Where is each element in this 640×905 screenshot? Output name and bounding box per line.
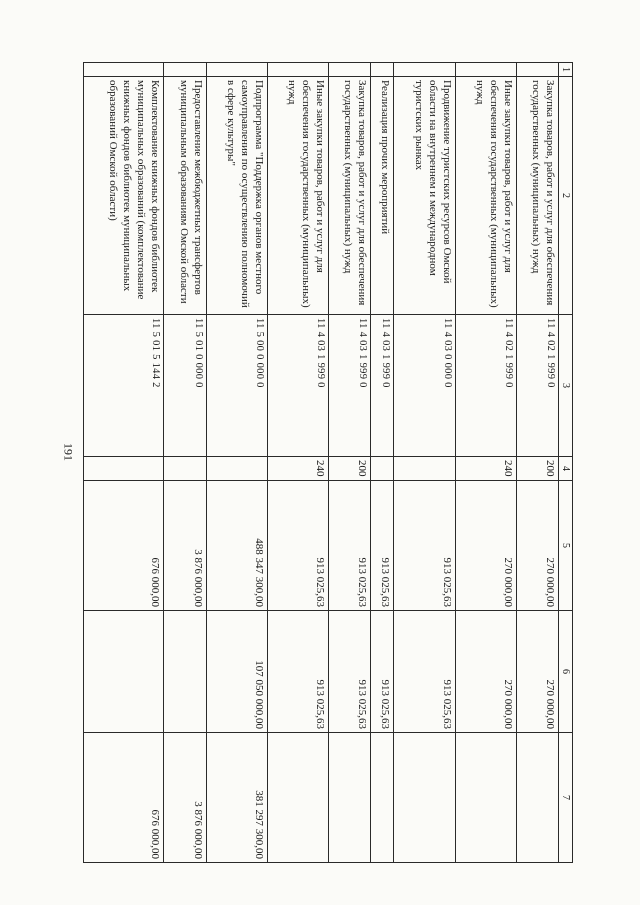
row-amount-col6: 913 025,63 (329, 611, 371, 733)
row-code: 11 4 02 1 999 0 (516, 315, 558, 457)
row-expense-type: 200 (516, 457, 558, 481)
row-code: 11 4 03 1 999 0 (371, 315, 394, 457)
row-code: 11 5 00 0 000 0 (206, 315, 267, 457)
table-row (394, 63, 455, 863)
page-number: 191 (61, 443, 76, 461)
table-header-row (559, 63, 573, 863)
row-expense-type: 240 (455, 457, 516, 481)
row-amount-col7 (516, 733, 558, 863)
row-amount-col7 (455, 733, 516, 863)
row-amount-col6: 107 050 000,00 (206, 611, 267, 733)
row-amount-total: 913 025,63 (329, 481, 371, 611)
table-row (206, 63, 267, 863)
row-name: Иные закупки товаров, работ и услуг для обеспечения государственных (муниципальных) нужд (455, 77, 516, 315)
row-amount-total: 270 000,00 (455, 481, 516, 611)
column-number-5: 5 (559, 481, 573, 611)
row-amount-col6 (164, 611, 206, 733)
row-amount-total: 913 025,63 (371, 481, 394, 611)
column-number-4: 4 (559, 457, 573, 481)
row-name: Подпрограмма "Поддержка органов местного самоуправления по осуществлению полномочий в сфере культуры" (206, 77, 267, 315)
row-code: 11 4 03 1 999 0 (329, 315, 371, 457)
table-row (164, 63, 206, 863)
row-amount-col6: 913 025,63 (371, 611, 394, 733)
table-row (329, 63, 371, 863)
row-expense-type: 200 (329, 457, 371, 481)
row-amount-col7 (394, 733, 455, 863)
budget-table (83, 62, 573, 863)
row-index-cell (206, 63, 267, 77)
row-amount-col7: 676 000,00 (84, 733, 164, 863)
row-amount-col7 (267, 733, 328, 863)
row-expense-type (164, 457, 206, 481)
row-amount-total: 913 025,63 (267, 481, 328, 611)
row-code: 11 5 01 0 000 0 (164, 315, 206, 457)
column-number-3: 3 (559, 315, 573, 457)
row-amount-total: 3 876 000,00 (164, 481, 206, 611)
row-amount-total: 270 000,00 (516, 481, 558, 611)
row-name: Закупка товаров, работ и услуг для обеспечения государственных (муниципальных) нужд (329, 77, 371, 315)
table-row (267, 63, 328, 863)
row-expense-type (206, 457, 267, 481)
rotated-page-content (83, 62, 573, 862)
row-amount-col6: 913 025,63 (267, 611, 328, 733)
row-index-cell (371, 63, 394, 77)
column-number-1: 1 (559, 63, 573, 77)
row-index-cell (164, 63, 206, 77)
row-amount-col6 (84, 611, 164, 733)
row-index-cell (267, 63, 328, 77)
row-index-cell (516, 63, 558, 77)
table-row (516, 63, 558, 863)
row-amount-col6: 913 025,63 (394, 611, 455, 733)
row-index-cell (84, 63, 164, 77)
row-name: Иные закупки товаров, работ и услуг для обеспечения государственных (муниципальных) нужд (267, 77, 328, 315)
row-index-cell (455, 63, 516, 77)
row-amount-total: 676 000,00 (84, 481, 164, 611)
column-number-7: 7 (559, 733, 573, 863)
row-expense-type (394, 457, 455, 481)
row-amount-total: 488 347 300,00 (206, 481, 267, 611)
row-index-cell (394, 63, 455, 77)
row-amount-col6: 270 000,00 (455, 611, 516, 733)
row-code: 11 4 03 1 999 0 (267, 315, 328, 457)
row-amount-col7: 3 876 000,00 (164, 733, 206, 863)
row-name: Реализация прочих мероприятий (371, 77, 394, 315)
row-amount-col7 (329, 733, 371, 863)
row-name: Закупка товаров, работ и услуг для обеспечения государственных (муниципальных) нужд (516, 77, 558, 315)
row-name: Комплектование книжных фондов библиотек муниципальных образований (комплектование книжных фондов библиотек муниципальных образований Омской области) (84, 77, 164, 315)
row-code: 11 4 02 1 999 0 (455, 315, 516, 457)
row-amount-col7 (371, 733, 394, 863)
row-name: Продвижение туристских ресурсов Омской области на внутреннем и международном туристских рынках (394, 77, 455, 315)
column-number-2: 2 (559, 77, 573, 315)
row-amount-total: 913 025,63 (394, 481, 455, 611)
table-row (84, 63, 164, 863)
row-code: 11 5 01 5 144 2 (84, 315, 164, 457)
row-amount-col7: 381 297 300,00 (206, 733, 267, 863)
column-number-6: 6 (559, 611, 573, 733)
row-index-cell (329, 63, 371, 77)
row-expense-type: 240 (267, 457, 328, 481)
row-name: Предоставление межбюджетных трансфертов муниципальным образованиям Омской области (164, 77, 206, 315)
row-code: 11 4 03 0 000 0 (394, 315, 455, 457)
table-row (371, 63, 394, 863)
row-expense-type (84, 457, 164, 481)
row-amount-col6: 270 000,00 (516, 611, 558, 733)
table-row (455, 63, 516, 863)
row-expense-type (371, 457, 394, 481)
